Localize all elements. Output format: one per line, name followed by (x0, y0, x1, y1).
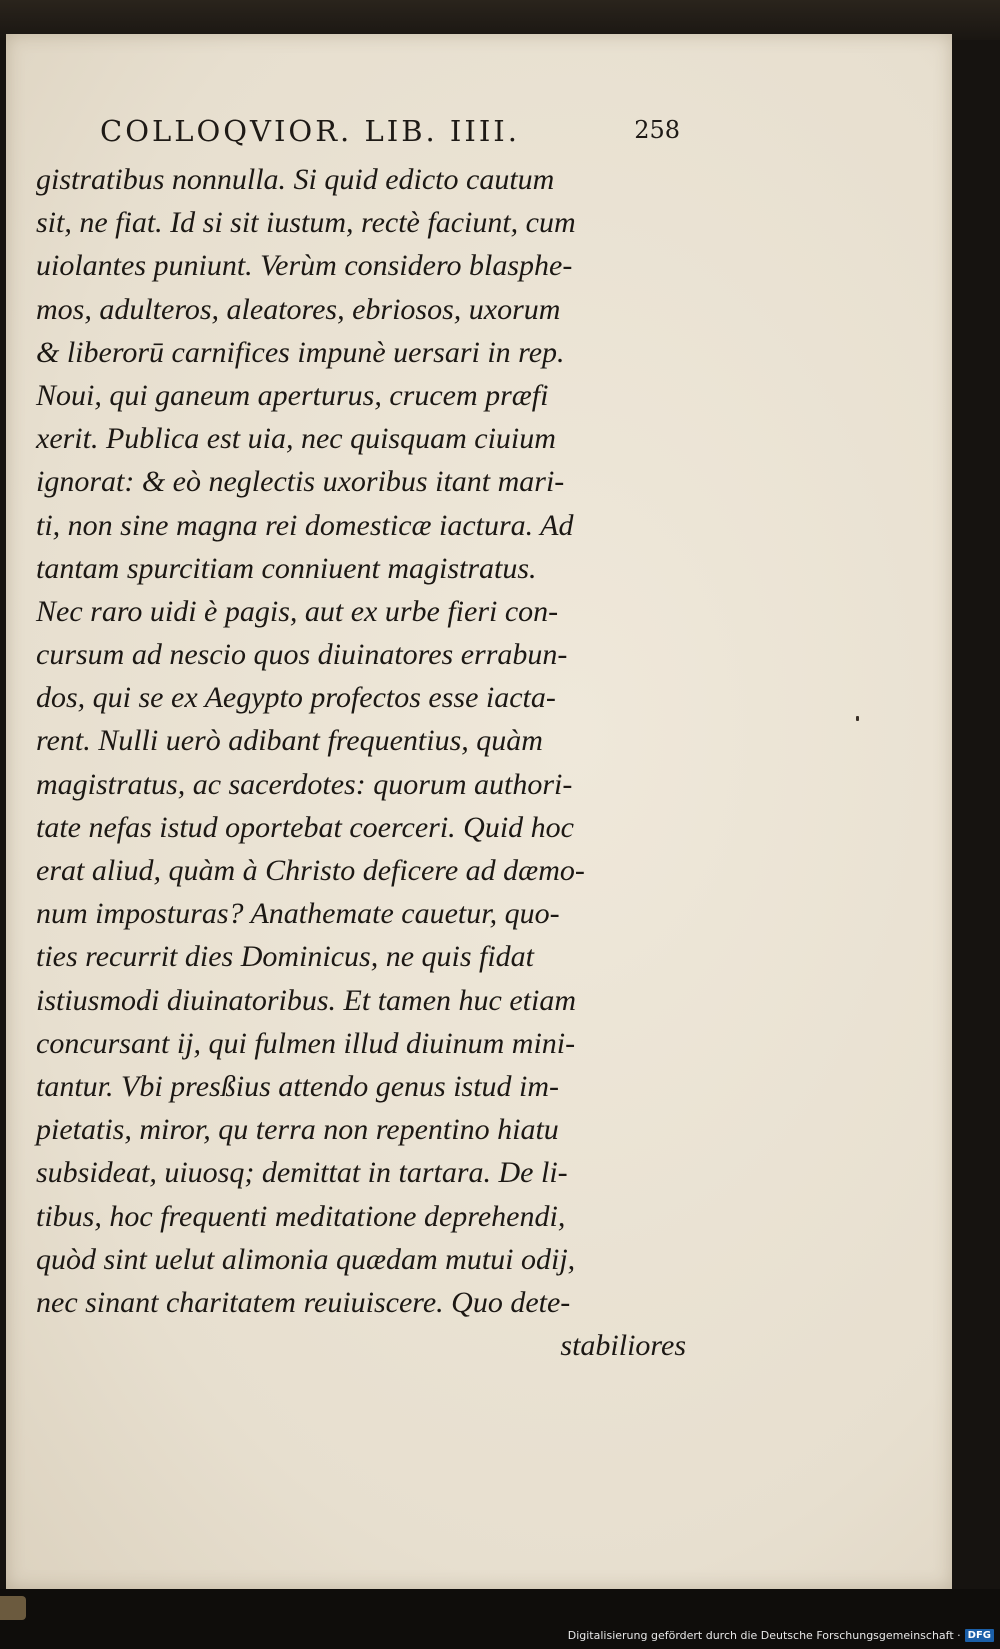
page-number: 258 (634, 116, 680, 144)
book-page (6, 34, 952, 1589)
text-line: ti, non sine magna rei domesticæ iactura. Ad (36, 508, 574, 542)
text-line: concursant ij, qui fulmen illud diuinum mini- (36, 1026, 576, 1060)
text-line: xerit. Publica est uia, nec quisquam ciuium (36, 422, 556, 456)
text-line: Noui, qui ganeum aperturus, crucem præfi (36, 378, 549, 412)
text-line: tibus, hoc frequenti meditatione deprehendi, (36, 1199, 566, 1233)
text-line: & liberorū carnifices impunè uersari in rep. (36, 335, 565, 369)
catchword: stabiliores (560, 1329, 686, 1363)
text-line: uiolantes puniunt. Verùm considero blasphe- (36, 249, 573, 283)
text-line: Nec raro uidi è pagis, aut ex urbe fieri con- (36, 594, 559, 628)
text-line: erat aliud, quàm à Christo deficere ad dæmo- (36, 854, 585, 887)
body-text (36, 158, 686, 1367)
text-line: tantam spurcitiam conniuent magistratus. (36, 551, 537, 585)
text-line: istiusmodi diuinatoribus. Et tamen huc etiam (36, 983, 576, 1017)
text-line: gistratibus nonnulla. Si quid edicto cautum (36, 163, 555, 196)
text-line: cursum ad nescio quos diuinatores errabun- (36, 638, 568, 672)
text-line: num imposturas? Anathemate cauetur, quo- (36, 897, 560, 931)
text-line: sit, ne fiat. Id si sit iustum, rectè faciunt, cum (36, 206, 576, 240)
running-head-title: COLLOQVIOR. LIB. IIII. (100, 114, 520, 148)
text-line: ties recurrit dies Dominicus, ne quis fidat (36, 940, 535, 974)
text-line: quòd sint uelut alimonia quædam mutui odij, (36, 1242, 576, 1276)
digitization-credit (568, 1626, 994, 1644)
credit-text: Digitalisierung gefördert durch die Deutsche Forschungsgemeinschaft · (567, 1628, 961, 1642)
text-line: dos, qui se ex Aegypto profectos esse iacta- (36, 681, 556, 715)
dfg-logo: DFG (965, 1629, 994, 1642)
text-line: ignorat: & eò neglectis uxoribus itant mari- (36, 465, 565, 499)
text-line: rent. Nulli uerò adibant frequentius, quàm (36, 724, 543, 758)
paper-speck (856, 716, 859, 721)
running-head (100, 114, 680, 158)
text-line: pietatis, miror, qu terra non repentino hiatu (36, 1113, 559, 1147)
text-line: tantur. Vbi presßius attendo genus istud im- (36, 1069, 560, 1103)
text-line: subsideat, uiuosq; demittat in tartara. De li- (36, 1156, 568, 1190)
text-line: magistratus, ac sacerdotes: quorum authori- (36, 767, 573, 801)
text-line: tate nefas istud oportebat coerceri. Quid hoc (36, 810, 574, 844)
text-line: mos, adulteros, aleatores, ebriosos, uxorum (36, 292, 561, 326)
scan-corner-tab (0, 1596, 26, 1620)
text-line: nec sinant charitatem reuiuiscere. Quo dete- (36, 1285, 571, 1319)
